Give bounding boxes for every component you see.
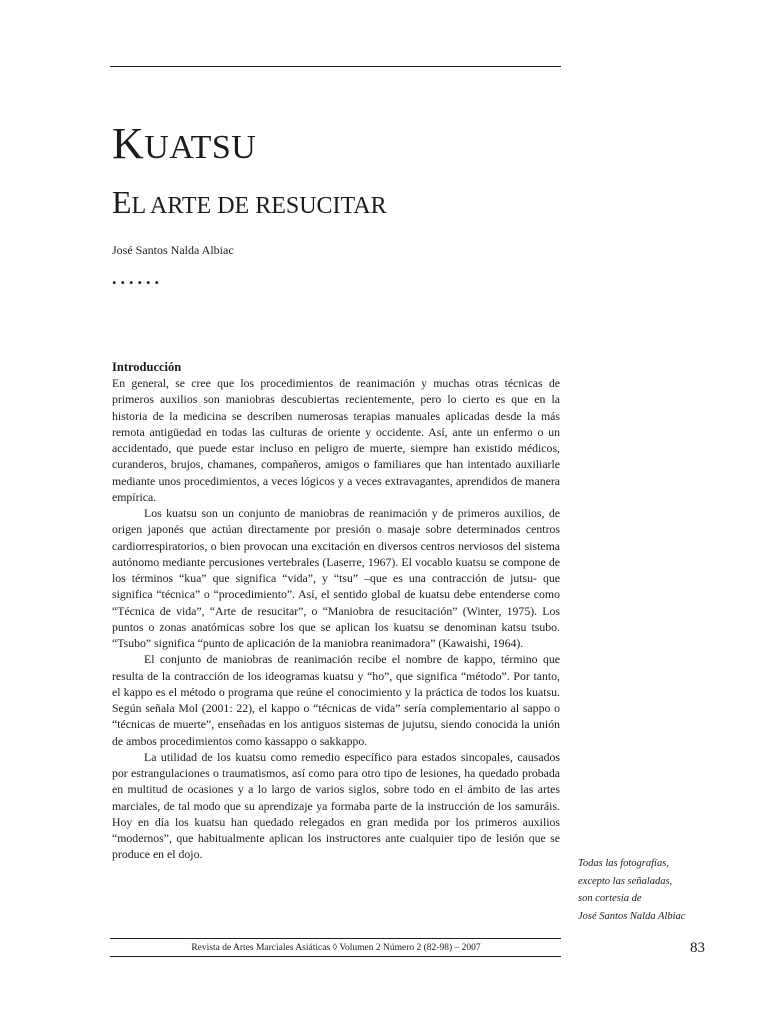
- caption-line: José Santos Nalda Albiac: [578, 910, 686, 922]
- caption-line: son cortesía de: [578, 893, 642, 904]
- paragraph-2: Los kuatsu son un conjunto de maniobras de reanimación y de primeros auxilios, de origen japonés que actúan directamente por presión o masaje sobre determinados centros cardiorrespiratorios, o bien provocan una excitación en diversos centros nerviosos del sistema autónomo mediante percusiones vertebrales (Laserre, 1967). El vocablo kuatsu se compone de los términos “kua” que significa “vida”, y “tsu” –que es una contracción de jutsu- que significa “técnica” o “procedimiento”. Así, el sentido global de kuatsu debe entenderse como “Técnica de vida”, “Arte de resucitar”, o “Maniobra de resucitación” (Winter, 1975). Los puntos o zonas anatómicas sobre los que se aplican los kuatsu se denominan katsu tsubo. “Tsubo” significa “punto de aplicación de la maniobra reanimadora” (Kawaishi, 1964).: [112, 506, 560, 650]
- paragraph-4: La utilidad de los kuatsu como remedio específico para estados sincopales, causados por estrangulaciones o traumatismos, así como para otro tipo de lesiones, ha quedado probada en multitud de ocasiones y a lo largo de varios siglos, sobre todo en el ámbito de las artes marciales, de tal modo que su aprendizaje ya formaba parte de la instrucción de los samuráis. Hoy en día los kuatsu han quedado relegados en gran medida por los primeros auxilios “modernos”, que habitualmente aplican los instructores ante cualquier tipo de lesión que se produce en el dojo.: [112, 749, 560, 862]
- article-title: KUATSU: [112, 119, 257, 168]
- author-name: José Santos Nalda Albiac: [112, 243, 234, 257]
- journal-footer: Revista de Artes Marciales Asiáticas ◊ Volumen 2 Número 2 (82-98) – 2007: [191, 943, 481, 953]
- photo-credit-caption: [578, 855, 738, 925]
- footer-bottom-rule: [110, 956, 561, 957]
- caption-line: Todas las fotografías,: [578, 858, 669, 869]
- section-heading: Introducción: [112, 360, 182, 374]
- page-number: 83: [690, 940, 705, 956]
- paragraph-3: El conjunto de maniobras de reanimación recibe el nombre de kappo, término que resulta de la contracción de los ideogramas kuatsu y “ho”, que significa “método”. Por tanto, el kappo es el método o programa que reúne el conocimiento y la práctica de todos los kuatsu. Según señala Mol (2001: 22), el kappo o “técnicas de vida” sería complementario al sappo o “técnicas de muerte”, enseñadas en los antiguos sistemas de jujutsu, siendo conocida la unión de ambos procedimientos como kassappo o sakkappo.: [112, 652, 560, 748]
- article-subtitle: EL ARTE DE RESUCITAR: [112, 184, 387, 220]
- caption-line: excepto las señaladas,: [578, 875, 673, 887]
- top-rule: [110, 66, 561, 67]
- paragraph-1: En general, se cree que los procedimientos de reanimación y muchas otras técnicas de primeros auxilios son maniobras descubiertas recientemente, pero lo cierto es que en la historia de la medicina se describen numerosas terapias manuales aplicadas desde la más remota antigüedad en todas las culturas de oriente y occidente. Así, ante un enfermo o un accidentado, que puede estar incluso en peligro de muerte, siempre han existido médicos, curanderos, brujos, chamanes, compañeros, amigos o familiares que han intentado auxiliarle mediante unos procedimientos, a veces lógicos y a veces extravagantes, aprendidos de manera empírica.: [112, 376, 560, 504]
- separator-dots: ......: [112, 268, 163, 288]
- article-body: [112, 359, 560, 863]
- footer-top-rule: [110, 938, 561, 939]
